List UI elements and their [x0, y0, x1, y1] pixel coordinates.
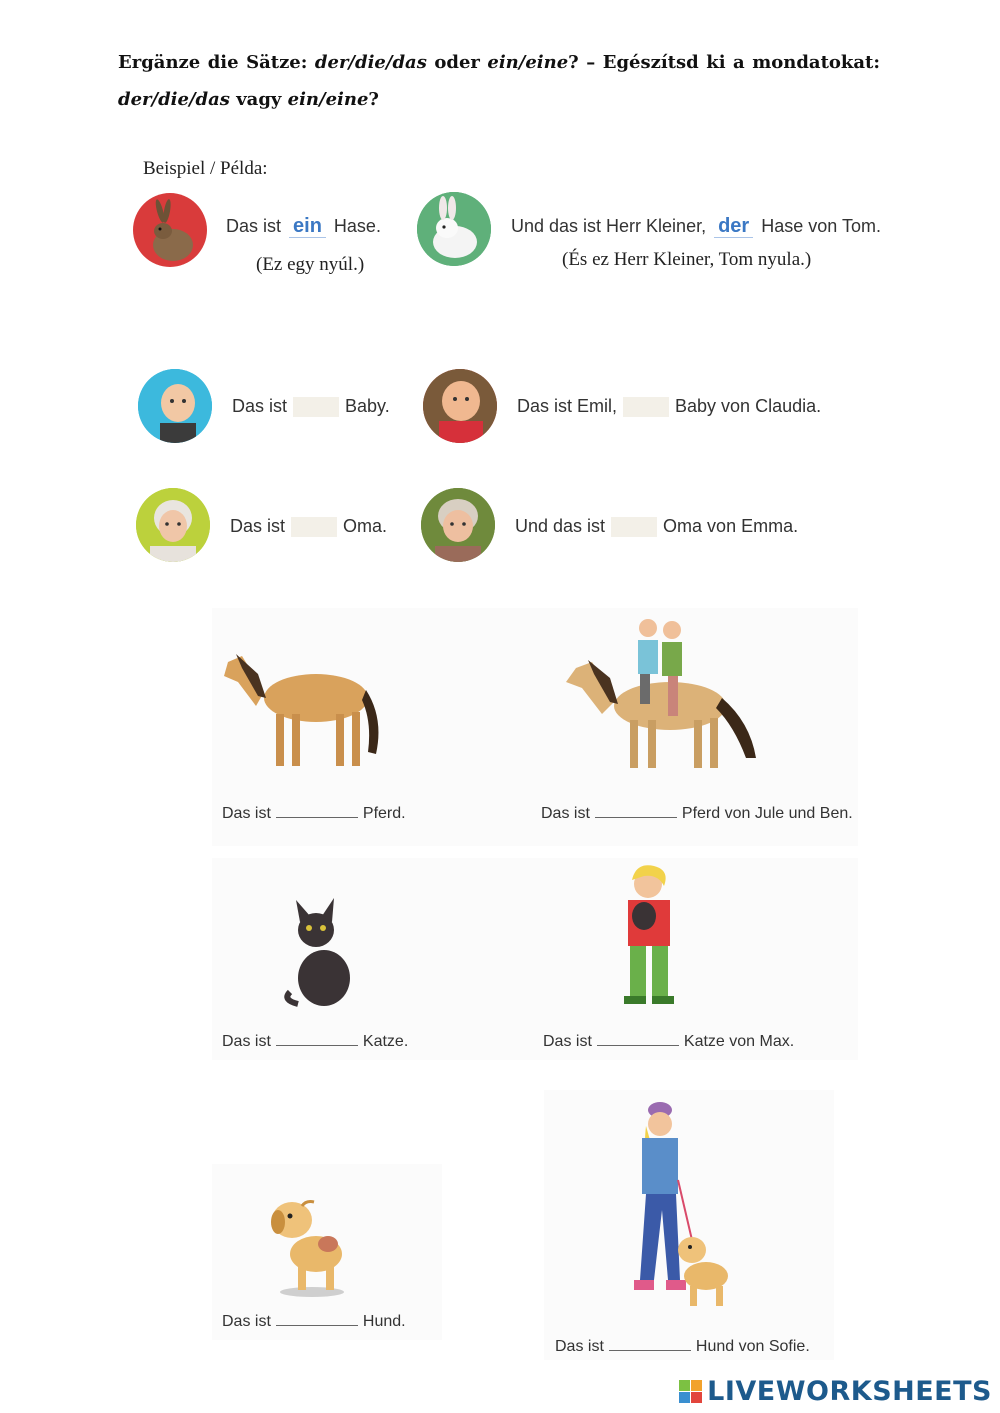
grandma-photo-1	[136, 488, 210, 562]
row2-right-sentence: Und das ist Oma von Emma.	[515, 516, 799, 536]
girl-with-dog-illustration	[620, 1100, 736, 1312]
hare-photo	[133, 193, 207, 267]
blank-pferd-1[interactable]	[276, 805, 358, 818]
logo-badge-icon	[679, 1380, 703, 1404]
rabbit-photo	[417, 192, 491, 266]
horse-caption-right: Das ist Pferd von Jule und Ben.	[541, 805, 853, 822]
blank-katze-2[interactable]	[597, 1033, 679, 1046]
row2-left-sentence: Das ist Oma.	[230, 516, 388, 536]
instruction-title: Ergänze die Sätze: der/die/das oder ein/eine? – Egészítsd ki a mondatokat: der/die/das vagy ein/eine?	[118, 52, 881, 110]
horse-riders-illustration	[558, 612, 768, 776]
example-translation-right: (És ez Herr Kleiner, Tom nyula.)	[562, 249, 812, 270]
dog-caption-right: Das ist Hund von Sofie.	[555, 1338, 810, 1355]
blank-pferd-2[interactable]	[595, 805, 677, 818]
gap-baby-1[interactable]	[293, 397, 339, 417]
gap-baby-2[interactable]	[623, 397, 669, 417]
example-answer-der: der	[714, 215, 753, 238]
baby-photo-2	[423, 369, 497, 443]
baby-photo-1	[138, 369, 212, 443]
gap-oma-1[interactable]	[291, 517, 337, 537]
example-translation-left: (Ez egy nyúl.)	[256, 254, 365, 275]
liveworksheets-logo[interactable]	[679, 1376, 992, 1407]
dog-illustration	[266, 1192, 352, 1298]
cat-illustration	[282, 896, 362, 1014]
blank-hund-2[interactable]	[609, 1338, 691, 1351]
example-label: Beispiel / Példa:	[143, 158, 268, 179]
row1-left-sentence: Das ist Baby.	[232, 396, 390, 416]
horse-illustration	[218, 634, 388, 774]
cat-caption-left: Das ist Katze.	[222, 1033, 409, 1050]
example-sentence-right: Und das ist Herr Kleiner, der Hase von Tom.	[511, 215, 881, 237]
example-answer-ein: ein	[289, 215, 326, 238]
grandma-photo-2	[421, 488, 495, 562]
blank-hund-1[interactable]	[276, 1313, 358, 1326]
brand-name: LIVEWORKSHEETS	[707, 1376, 992, 1407]
horse-caption-left: Das ist Pferd.	[222, 805, 406, 822]
row1-right-sentence: Das ist Emil, Baby von Claudia.	[517, 396, 822, 416]
dog-caption-left: Das ist Hund.	[222, 1313, 406, 1330]
gap-oma-2[interactable]	[611, 517, 657, 537]
cat-caption-right: Das ist Katze von Max.	[543, 1033, 795, 1050]
boy-with-cat-illustration	[614, 862, 684, 1014]
blank-katze-1[interactable]	[276, 1033, 358, 1046]
example-sentence-left: Das ist ein Hase.	[226, 215, 381, 237]
